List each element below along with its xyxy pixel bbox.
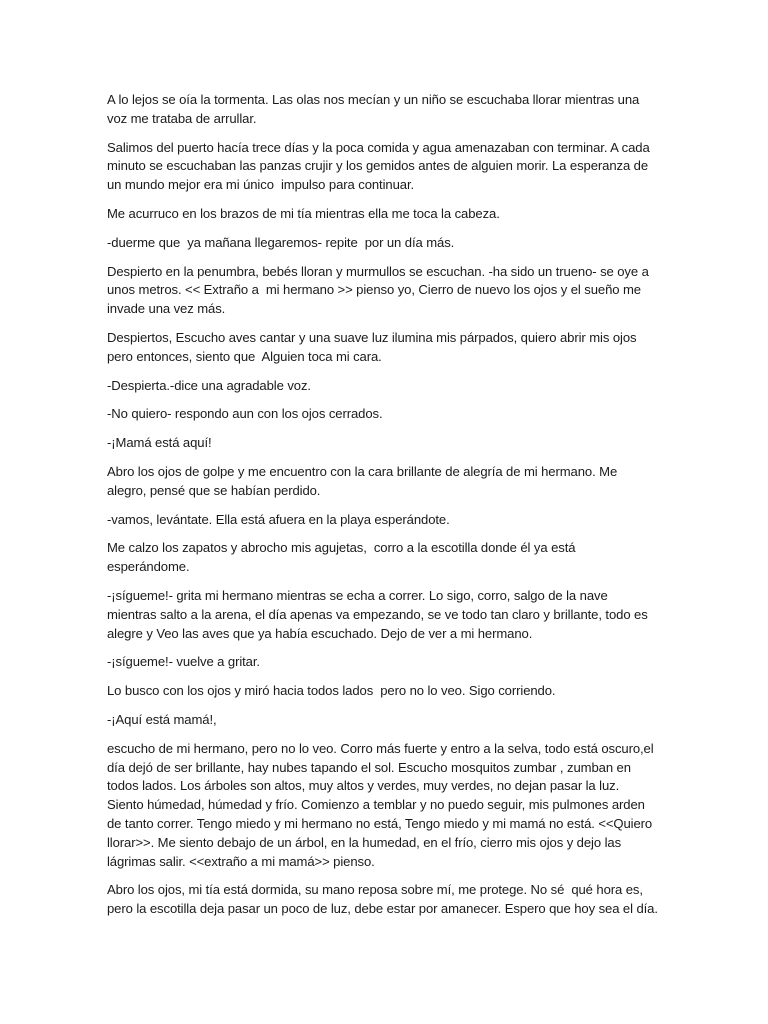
paragraph: A lo lejos se oía la tormenta. Las olas nos mecían y un niño se escuchaba llorar mientras una voz me trataba de arrullar. (107, 92, 643, 126)
paragraph: Abro los ojos, mi tía está dormida, su mano reposa sobre mí, me protege. No sé qué hora es, pero la escotilla deja pasar un poco de luz, debe estar por amanecer. Espero que hoy sea el día. (107, 882, 658, 917)
paragraph: Me calzo los zapatos y abrocho mis agujetas, corro a la escotilla donde él ya está esperándome. (107, 540, 579, 575)
paragraph: Despierto en la penumbra, bebés lloran y murmullos se escuchan. -ha sido un trueno- se oye a unos metros. << Extraño a mi hermano >> pienso yo, Cierro de nuevo los ojos y el sueño me invade una vez más. (107, 263, 653, 317)
paragraph: Me acurruco en los brazos de mi tía mientras ella me toca la cabeza. (107, 205, 500, 221)
paragraph: -¡sígueme!- grita mi hermano mientras se echa a correr. Lo sigo, corro, salgo de la nave mientras salto a la arena, el día apenas va empezando, se ve todo tan claro y brillante, todo es alegre y Veo las aves que ya había escuchado. Dejo de ver a mi hermano. (107, 587, 652, 641)
paragraph: -vamos, levántate. Ella está afuera en la playa esperándote. (107, 511, 450, 527)
paragraph: Lo busco con los ojos y miró hacia todos lados pero no lo veo. Sigo corriendo. (107, 683, 556, 699)
paragraph: Despiertos, Escucho aves cantar y una suave luz ilumina mis párpados, quiero abrir mis ojos pero entonces, siento que Alguien toca mi cara. (107, 329, 640, 364)
paragraph: -¡sígueme!- vuelve a gritar. (107, 654, 260, 670)
paragraph: Salimos del puerto hacía trece días y la poca comida y agua amenazaban con terminar. A cada minuto se escuchaban las panzas crujir y los gemidos antes de alguien morir. La esperanza de un mundo mejor era mi único impulso para continuar. (107, 139, 654, 193)
paragraph: -duerme que ya mañana llegaremos- repite por un día más. (107, 234, 455, 250)
paragraph: -Despierta.-dice una agradable voz. (107, 377, 311, 393)
document-body (107, 91, 659, 929)
paragraph: escucho de mi hermano, pero no lo veo. Corro más fuerte y entro a la selva, todo está oscuro,el día dejó de ser brillante, hay nubes tapando el sol. Escucho mosquitos zumbar , zumban en todos lados. Los árboles son altos, muy altos y verdes, muy verdes, no dejan pasar la luz. Siento húmedad, húmedad y frío. Comienzo a temblar y no puedo seguir, mis pulmones arden de tanto correr. Tengo miedo y mi hermano no está, Tengo miedo y mi mamá no está. <<Quiero llorar>>. Me siento debajo de un árbol, en la humedad, en el frío, cierro mis ojos y dejo las lágrimas salir. <<extraño a mi mamá>> pienso. (107, 740, 658, 869)
paragraph: -¡Aquí está mamá!, (107, 711, 217, 727)
paragraph: -No quiero- respondo aun con los ojos cerrados. (107, 406, 383, 422)
paragraph: -¡Mamá está aquí! (107, 435, 212, 451)
paragraph: Abro los ojos de golpe y me encuentro con la cara brillante de alegría de mi hermano. Me alegro, pensé que se habían perdido. (107, 463, 621, 498)
